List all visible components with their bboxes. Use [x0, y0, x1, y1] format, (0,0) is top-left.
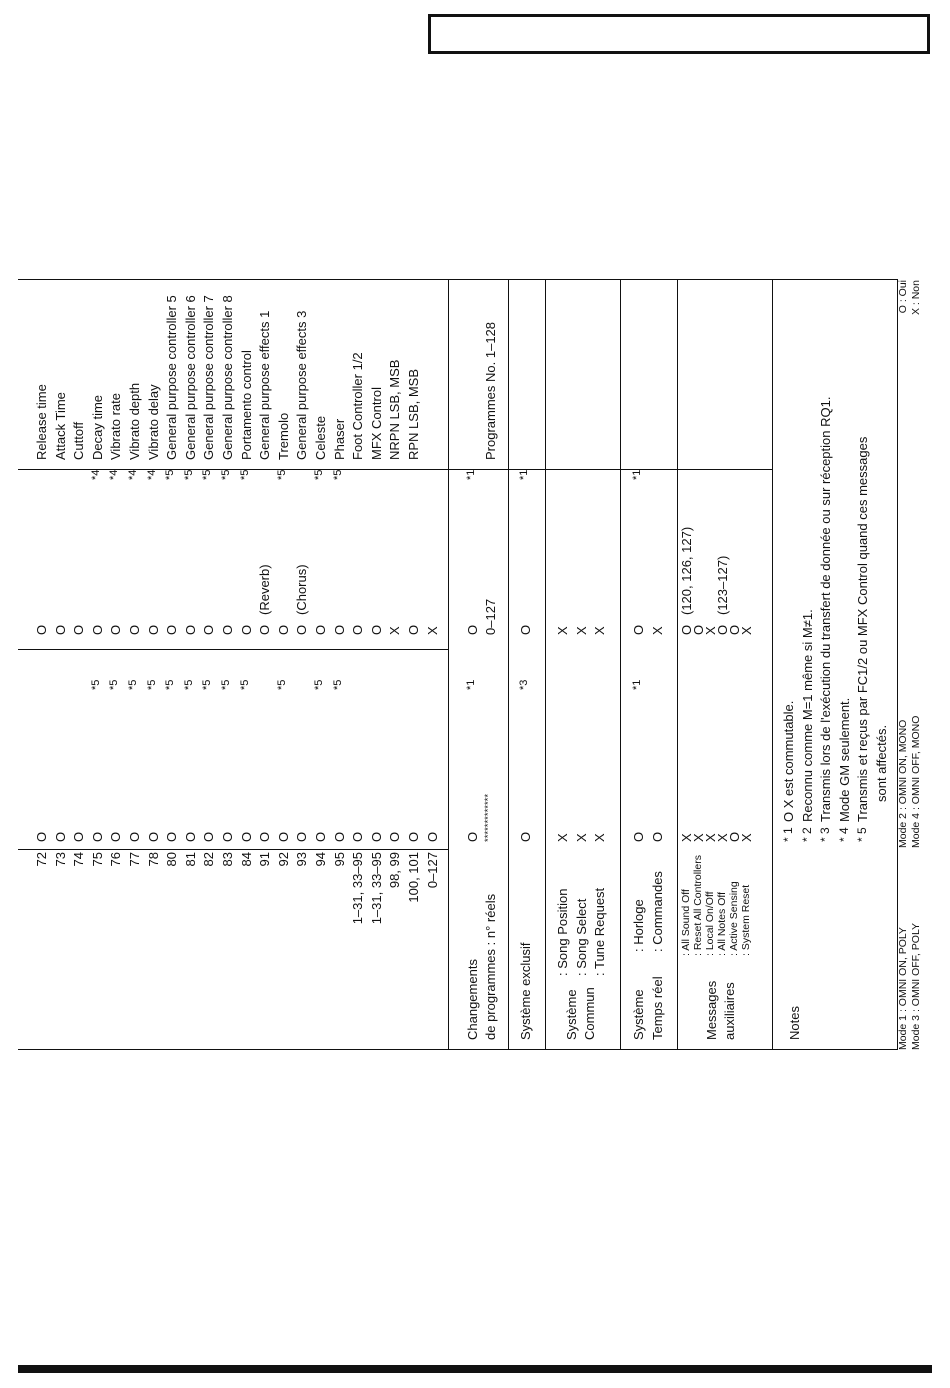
mode-2-legend: Mode 2 : OMNI ON, MONO	[897, 719, 909, 848]
rx-value: O	[257, 624, 273, 635]
note-marker: * 4	[836, 827, 851, 842]
aux-tx-value: X	[703, 833, 718, 842]
rx-note: *5	[201, 469, 214, 480]
tx-value: O	[164, 831, 180, 842]
controller-number: 73	[52, 852, 68, 867]
tx-note: *5	[89, 679, 102, 690]
controller-number: 76	[108, 852, 124, 867]
common-rx-value: X	[555, 626, 570, 635]
controller-function: Vibrato rate	[108, 393, 124, 460]
note-text: Transmis et reçus par FC1/2 ou MFX Control quand ces messages	[855, 436, 871, 822]
controller-number: 1–31, 33–95	[350, 852, 366, 925]
rx-value: O	[201, 624, 217, 635]
rx-value: O	[52, 624, 68, 635]
tx-value: O	[368, 831, 384, 842]
controller-number: 98, 99	[387, 852, 403, 889]
tx-value: O	[52, 831, 68, 842]
controller-function: RPN LSB, MSB	[406, 368, 421, 460]
common-item-label: : Song Position	[555, 888, 570, 976]
tx-note: *5	[220, 679, 232, 690]
aux-label: Messages	[704, 980, 719, 1040]
note-marker: * 5	[855, 827, 870, 842]
tx-value: O	[331, 831, 347, 842]
controller-function: Foot Controller 1/2	[350, 352, 366, 460]
common-rx-value: X	[592, 626, 608, 635]
header-title-box	[428, 14, 930, 54]
rx-note: *4	[89, 469, 102, 480]
realtime-label: Système	[631, 989, 646, 1040]
tx-note: *5	[145, 679, 158, 690]
sysex-tx-note: *3	[518, 679, 530, 690]
common-tx-value: X	[573, 833, 589, 842]
rx-value: O	[164, 624, 180, 635]
tx-value: O	[238, 831, 254, 842]
aux-item-label: : System Reset	[740, 884, 752, 956]
controller-function: Portamento control	[238, 350, 254, 460]
rx-value: X	[387, 626, 403, 635]
realtime-rx-note: *1	[631, 469, 643, 480]
tx-note: *5	[108, 679, 121, 690]
tx-value: O	[257, 831, 273, 842]
tx-value: O	[201, 831, 217, 842]
program-remarks: Programmes No. 1–128	[483, 321, 498, 460]
realtime-item-label: : Commandes	[649, 871, 665, 952]
controller-number: 94	[313, 852, 328, 867]
rx-value: O	[220, 624, 235, 635]
rx-value: O	[331, 624, 347, 635]
controller-number: 82	[201, 852, 217, 867]
tx-value: O	[387, 831, 403, 842]
controller-number: 74	[71, 852, 87, 867]
program-change-label: Changements	[465, 959, 480, 1040]
controller-function: General purpose effects 3	[294, 310, 310, 460]
common-rx-value: X	[573, 626, 589, 635]
rx-value: O	[89, 624, 105, 635]
controller-function: General purpose controller 6	[182, 295, 198, 460]
section-divider-realtime	[620, 280, 621, 1050]
section-divider-program	[448, 280, 449, 1050]
controller-function: Tremolo	[275, 412, 291, 460]
column-divider-tx	[18, 849, 448, 850]
aux-rx-extra: (123–127)	[715, 555, 730, 615]
tx-note: *5	[331, 679, 344, 690]
controller-number: 84	[238, 852, 254, 867]
aux-rx-value: O	[715, 624, 730, 635]
aux-rx-value: O	[727, 624, 742, 635]
controller-function: Vibrato delay	[145, 384, 161, 460]
tx-value: O	[220, 831, 235, 842]
controller-number: 0–127	[424, 852, 440, 889]
tx-value: O	[34, 831, 49, 842]
realtime-tx-note: *1	[631, 679, 643, 690]
aux-item-label: : Active Sensing	[728, 881, 740, 956]
rx-extra: (Chorus)	[294, 564, 310, 615]
controller-number: 78	[145, 852, 161, 867]
controller-number: 83	[220, 852, 235, 867]
rx-extra: (Reverb)	[257, 564, 273, 615]
sysex-tx-value: O	[518, 831, 533, 842]
note-marker: * 2	[799, 827, 814, 842]
controller-number: 75	[89, 852, 105, 867]
rx-value: O	[368, 624, 384, 635]
controller-number: 95	[331, 852, 347, 867]
note-text: sont affectés.	[874, 724, 889, 802]
tx-note: *5	[313, 679, 325, 690]
controller-number: 100, 101	[406, 852, 421, 903]
controller-number: 80	[164, 852, 180, 867]
mode-4-legend: Mode 4 : OMNI OFF, MONO	[910, 715, 922, 848]
note-marker: * 1	[781, 827, 795, 842]
mode-1-legend: Mode 1 : OMNI ON, POLY	[897, 927, 909, 1050]
common-tx-value: X	[592, 833, 608, 842]
controller-number: 91	[257, 852, 273, 867]
controller-function: Celeste	[313, 415, 328, 460]
rx-note: *5	[275, 469, 288, 480]
tx-value: O	[350, 831, 366, 842]
note-text: Transmis lors de l'exécution du transfert de donnée ou sur réception RQ1.	[818, 396, 834, 822]
rx-value: O	[145, 624, 161, 635]
rx-value: O	[34, 624, 49, 635]
notes-label: Notes	[787, 1006, 802, 1040]
aux-rx-value: O	[691, 624, 706, 635]
controller-number: 72	[34, 852, 49, 867]
tx-note: *5	[182, 679, 195, 690]
rx-note: *4	[127, 469, 139, 480]
realtime-label: Temps réel	[649, 976, 665, 1040]
tx-value: O	[275, 831, 291, 842]
program-rx-value: O	[465, 624, 480, 635]
rx-value: O	[406, 624, 421, 635]
realtime-tx-value: O	[649, 831, 665, 842]
program-tx-range: *************	[483, 793, 494, 842]
controller-function: General purpose controller 8	[220, 295, 235, 460]
rx-value: O	[127, 624, 142, 635]
controller-function: General purpose controller 7	[201, 295, 217, 460]
rx-value: O	[350, 624, 366, 635]
aux-item-label: : All Notes Off	[716, 892, 728, 956]
controller-function: General purpose controller 5	[164, 295, 180, 460]
sysex-rx-note: *1	[518, 469, 530, 480]
controller-function: Attack Time	[52, 392, 68, 460]
common-item-label: : Tune Request	[592, 887, 608, 976]
tx-value: O	[127, 831, 142, 842]
rx-value: X	[424, 626, 440, 635]
controller-function: NRPN LSB, MSB	[387, 359, 403, 460]
table-left-edge	[18, 1049, 898, 1050]
realtime-item-label: : Horloge	[631, 899, 646, 952]
note-text: O X est commutable.	[781, 700, 796, 822]
aux-rx-value: X	[739, 626, 754, 635]
legend-non: X : Non	[910, 280, 922, 316]
aux-tx-value: X	[691, 833, 706, 842]
controller-function: General purpose effects 1	[257, 310, 273, 460]
program-change-label: de programmes : n° réels	[483, 893, 498, 1040]
controller-number: 93	[294, 852, 310, 867]
controller-function: Decay time	[89, 394, 105, 460]
controller-function: Vibrato depth	[127, 382, 142, 460]
rx-value: O	[294, 624, 310, 635]
chart-body	[18, 280, 922, 1050]
rx-note: *5	[220, 469, 232, 480]
sysex-label: Système exclusif	[518, 942, 533, 1040]
tx-note: *5	[164, 679, 177, 690]
aux-label: auxiliaires	[722, 982, 737, 1040]
section-divider-aux	[677, 280, 678, 1050]
tx-value: O	[406, 831, 421, 842]
realtime-tx-value: O	[631, 831, 646, 842]
rx-value: O	[108, 624, 124, 635]
aux-item-label: : Reset All Controllers	[692, 855, 704, 956]
rx-value: O	[275, 624, 291, 635]
aux-tx-value: X	[739, 833, 754, 842]
controller-function: Cuttoff	[71, 421, 87, 460]
rx-note: *4	[145, 469, 158, 480]
common-label: Système	[564, 989, 579, 1040]
tx-note: *5	[127, 679, 139, 690]
aux-item-label: : All Sound Off	[680, 889, 692, 956]
controller-number: 1–31, 33–95	[368, 852, 384, 925]
common-label: Commun	[582, 987, 597, 1040]
common-tx-value: X	[555, 833, 570, 842]
rx-note: *5	[164, 469, 177, 480]
aux-tx-value: X	[715, 833, 730, 842]
section-divider-notes	[772, 280, 773, 1050]
column-divider-rx	[18, 649, 448, 650]
aux-rx-value: O	[679, 624, 694, 635]
controller-number: 77	[127, 852, 142, 867]
tx-value: O	[424, 831, 440, 842]
realtime-rx-value: O	[631, 624, 646, 635]
aux-tx-value: O	[727, 831, 742, 842]
aux-tx-value: X	[679, 833, 694, 842]
rx-note: *5	[313, 469, 325, 480]
mode-3-legend: Mode 3 : OMNI OFF, POLY	[910, 922, 922, 1050]
controller-function: Phaser	[331, 418, 347, 460]
tx-value: O	[71, 831, 87, 842]
program-rx-range: 0–127	[483, 598, 498, 635]
aux-rx-extra: (120, 126, 127)	[679, 526, 694, 615]
realtime-rx-value: X	[649, 626, 665, 635]
rx-note: *5	[331, 469, 344, 480]
section-divider-common	[545, 280, 546, 1050]
remarks-divider-lower	[448, 469, 773, 470]
common-item-label: : Song Select	[573, 898, 589, 976]
rx-note: *5	[238, 469, 251, 480]
tx-value: O	[313, 831, 328, 842]
tx-value: O	[145, 831, 161, 842]
tx-value: O	[294, 831, 310, 842]
tx-note: *5	[201, 679, 214, 690]
sysex-rx-value: O	[518, 624, 533, 635]
program-tx-value: O	[465, 831, 480, 842]
controller-function: Release time	[34, 384, 49, 460]
tx-value: O	[182, 831, 198, 842]
tx-value: O	[108, 831, 124, 842]
rx-value: O	[71, 624, 87, 635]
legend-oui: O : Oui	[897, 280, 909, 314]
note-text: Mode GM seulement.	[836, 697, 852, 822]
rx-value: O	[182, 624, 198, 635]
tx-note: *5	[238, 679, 251, 690]
program-tx-note: *1	[465, 679, 477, 690]
rx-note: *5	[182, 469, 195, 480]
bottom-rule	[18, 1365, 932, 1373]
note-text: Reconnu comme M=1 même si M≠1.	[799, 609, 815, 822]
controller-number: 81	[182, 852, 198, 867]
midi-implementation-chart	[18, 280, 922, 1050]
rx-value: O	[238, 624, 254, 635]
aux-item-label: : Local On/Off	[704, 891, 716, 956]
controller-number: 92	[275, 852, 291, 867]
section-divider-sysex	[508, 280, 509, 1050]
aux-rx-value: X	[703, 626, 718, 635]
program-rx-note: *1	[465, 469, 477, 480]
rx-note: *4	[108, 469, 121, 480]
controller-function: MFX Control	[368, 387, 384, 460]
table-right-edge	[18, 279, 898, 280]
note-marker: * 3	[818, 827, 833, 842]
rx-value: O	[313, 624, 328, 635]
column-divider-remarks	[18, 469, 448, 470]
tx-note: *5	[275, 679, 288, 690]
tx-value: O	[89, 831, 105, 842]
